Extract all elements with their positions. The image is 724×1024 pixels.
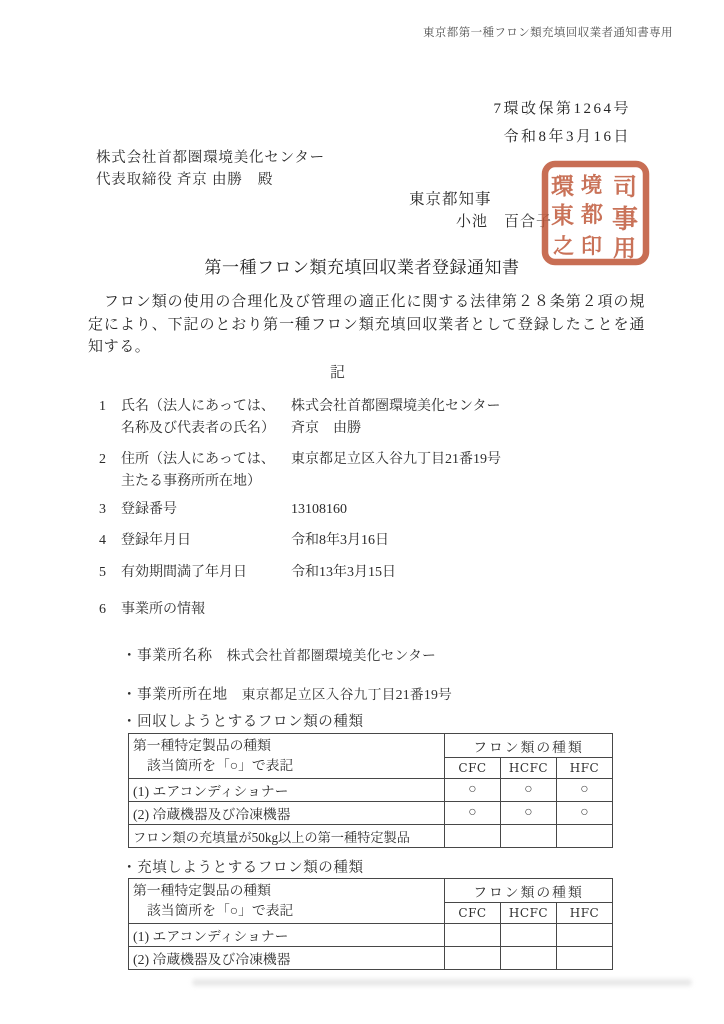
row-label: (2) 冷蔵機器及び冷凍機器: [129, 802, 445, 825]
item-value: 令和8年3月16日: [291, 533, 389, 548]
table-row: [129, 947, 613, 970]
doc-number-block: [493, 95, 631, 151]
item-value: 令和13年3月15日: [291, 565, 396, 580]
svg-text:之: 之: [553, 234, 574, 258]
doc-number: 7環改保第1264号: [493, 101, 631, 117]
table-row: [129, 779, 613, 802]
doc-date: 令和8年3月16日: [503, 129, 631, 145]
official-seal: [541, 160, 650, 266]
item-label: 氏名（法人にあっては、 名称及び代表者の氏名）: [121, 399, 275, 436]
table-header-row: [129, 879, 613, 903]
product-header-cell: 第一種特定製品の種類 該当箇所を「○」で表記: [129, 734, 445, 779]
row-label: (1) エアコンディショナー: [129, 779, 445, 802]
col-header-hcfc: HCFC: [501, 758, 557, 779]
table-row: [129, 825, 613, 848]
svg-text:境: 境: [581, 173, 602, 197]
recover-fron-table: [128, 733, 613, 848]
item-number: 1: [99, 399, 106, 414]
item-value: 株式会社首都圏環境美化センター 斉京 由勝: [291, 399, 501, 436]
hfc-mark: ○: [557, 802, 613, 825]
col-header-cfc: CFC: [445, 903, 501, 924]
hfc-mark: [557, 924, 613, 947]
svg-text:事: 事: [612, 205, 639, 234]
office-name-line: [122, 644, 436, 665]
svg-text:環: 環: [551, 174, 574, 199]
office-name-value: 株式会社首都圏環境美化センター: [226, 648, 437, 663]
svg-text:用: 用: [613, 236, 636, 261]
col-header-hcfc: HCFC: [501, 903, 557, 924]
item-label: 登録番号: [121, 502, 177, 517]
fill-fron-table: [128, 878, 613, 970]
cfc-mark: ○: [445, 779, 501, 802]
fron-group-header: フロン類の種類: [445, 734, 613, 758]
svg-text:印: 印: [581, 234, 602, 258]
issuer-title: 東京都知事: [409, 191, 492, 208]
item-label: 登録年月日: [121, 533, 191, 548]
cfc-mark: [445, 825, 501, 848]
svg-text:都: 都: [581, 202, 604, 227]
body-paragraph: フロン類の使用の合理化及び管理の適正化に関する法律第２８条第２項の規定により、下記のとおり第一種フロン類充填回収業者として登録したことを通知する。: [88, 294, 645, 355]
hcfc-mark: [501, 947, 557, 970]
cfc-mark: [445, 924, 501, 947]
fill-table-caption: ・充填しようとするフロン類の種類: [122, 860, 364, 876]
recipient-block: [96, 147, 325, 191]
item-value: 13108160: [291, 502, 347, 517]
table-header-row: [129, 734, 613, 758]
record-marker: 記: [330, 365, 346, 381]
row-label: (1) エアコンディショナー: [129, 924, 445, 947]
corner-note: 東京都第一種フロン類充填回収業者通知書専用: [423, 27, 673, 39]
hcfc-mark: [501, 825, 557, 848]
row-label: (2) 冷蔵機器及び冷凍機器: [129, 947, 445, 970]
table-row: [129, 924, 613, 947]
recipient-company: 株式会社首都圏環境美化センター: [96, 150, 325, 166]
item-number: 2: [99, 452, 106, 467]
cfc-mark: ○: [445, 802, 501, 825]
office-address-line: [122, 683, 452, 704]
cfc-mark: [445, 947, 501, 970]
office-name-label: ・事業所名称: [122, 648, 213, 664]
document-title: 第一種フロン類充填回収業者登録通知書: [204, 258, 520, 277]
issuer-name: 小池 百合子: [456, 214, 553, 230]
item-number: 3: [99, 502, 106, 517]
fron-group-header: フロン類の種類: [445, 879, 613, 903]
item-number: 6: [99, 602, 106, 617]
product-header-cell: 第一種特定製品の種類 該当箇所を「○」で表記: [129, 879, 445, 924]
recipient-representative: 代表取締役 斉京 由勝 殿: [96, 172, 274, 188]
item-value: 東京都足立区入谷九丁目21番19号: [291, 452, 501, 467]
col-header-hfc: HFC: [557, 758, 613, 779]
item-number: 4: [99, 533, 106, 548]
hfc-mark: [557, 947, 613, 970]
item-number: 5: [99, 565, 106, 580]
item-label: 住所（法人にあっては、 主たる事務所所在地）: [121, 452, 275, 489]
hcfc-mark: ○: [501, 779, 557, 802]
col-header-hfc: HFC: [557, 903, 613, 924]
recover-table-caption: ・回収しようとするフロン類の種類: [122, 714, 364, 730]
scan-artifact: [192, 979, 692, 986]
hfc-mark: ○: [557, 779, 613, 802]
office-address-label: ・事業所所在地: [122, 687, 228, 703]
svg-text:東: 東: [551, 203, 574, 228]
item-label: 事業所の情報: [121, 602, 205, 617]
item-label: 有効期間満了年月日: [121, 565, 247, 580]
svg-text:司: 司: [613, 175, 637, 201]
hfc-mark: [557, 825, 613, 848]
seal-icon: [541, 160, 650, 266]
table-row: [129, 802, 613, 825]
col-header-cfc: CFC: [445, 758, 501, 779]
hcfc-mark: ○: [501, 802, 557, 825]
hcfc-mark: [501, 924, 557, 947]
office-address-value: 東京都足立区入谷九丁目21番19号: [241, 687, 453, 702]
row-label: フロン類の充填量が50kg以上の第一種特定製品: [129, 825, 445, 848]
